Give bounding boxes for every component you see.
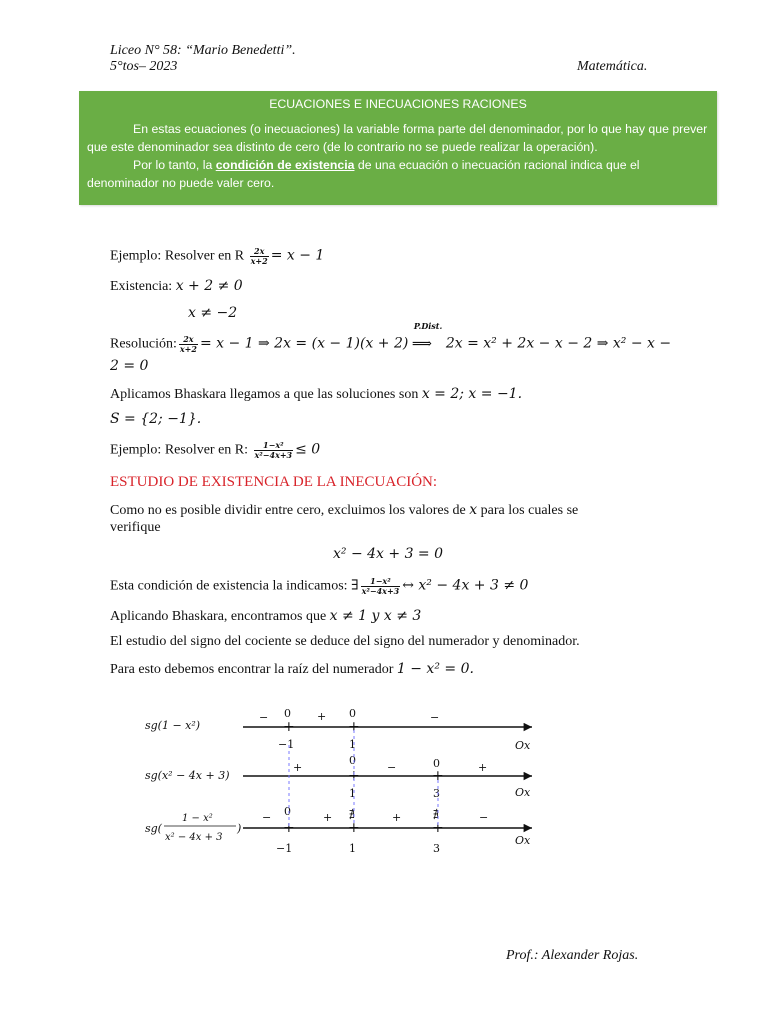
fraction-numerator: 2x xyxy=(179,335,198,345)
existence-condition-2: x ≠ −2 xyxy=(188,305,238,321)
row-3-sign: − xyxy=(262,811,272,824)
ex2-text-1c: para los cuales se xyxy=(480,503,579,518)
ex2-equation-1: x² − 4x + 3 = 0 xyxy=(333,546,444,562)
resolution-step-1: = x − 1 ⇒ 2x = (x − 1)(x + 2) xyxy=(199,335,409,352)
banner-title: ECUACIONES E INECUACIONES RACIONES xyxy=(269,97,527,111)
row-3-tick-label: 3 xyxy=(433,842,440,855)
row-1-axis-label: Ox xyxy=(515,739,531,752)
existence-heading: ESTUDIO DE EXISTENCIA DE LA INECUACIÓN: xyxy=(110,474,438,490)
row-3-label-pre: sg( xyxy=(145,822,162,835)
row-2-zero: 0 xyxy=(433,757,440,770)
row-3-tick-label: 1 xyxy=(349,842,356,855)
row-3-nonexist: ∄ xyxy=(433,808,439,821)
row-1-tick: + xyxy=(283,719,295,735)
row-3-sign: − xyxy=(479,811,489,824)
row-1-tick-label: −1 xyxy=(278,738,295,751)
row-1-tick-label: 1 xyxy=(349,738,356,751)
row-3-tick: + xyxy=(348,820,360,836)
pdist-label: P.Dist. xyxy=(413,321,443,331)
row-1-zero: 0 xyxy=(284,707,291,720)
row-3-axis-label: Ox xyxy=(515,834,531,847)
row-1-label: sg(1 − x²) xyxy=(145,719,201,732)
banner-existence-condition: condición de existencia xyxy=(215,158,355,172)
existence-condition-1: x + 2 ≠ 0 xyxy=(175,278,243,294)
bhaskara-text-2: Aplicando Bhaskara, encontramos que xyxy=(110,609,327,624)
row-1-tick: + xyxy=(348,719,360,735)
banner-paragraph-1-text: En estas ecuaciones (o inecuaciones) la variable forma parte del denominador, por lo que hay que prever que este denominador sea distinto de cero (de lo contrario no se puede realizar la operación). xyxy=(87,122,708,154)
row-2-tick-label: 3 xyxy=(433,787,440,800)
row-3-tick-label: −1 xyxy=(276,842,293,855)
solution-set: S = {2; −1}. xyxy=(110,411,202,427)
row-2-axis-label: Ox xyxy=(515,786,531,799)
row-3-label-den: x² − 4x + 3 xyxy=(165,832,223,843)
row-3-label-post: ) xyxy=(237,822,242,835)
row-1-zero: 0 xyxy=(349,707,356,720)
banner-p2-post: de una ecuación o inecuación racional indica que el denominador no puede valer cero. xyxy=(87,158,640,190)
fraction-numerator: 2x xyxy=(250,247,269,257)
example-2-intro: Ejemplo: Resolver en R: xyxy=(110,442,249,458)
fraction-numerator: 1−x² xyxy=(254,441,294,451)
ex2-text-1a: Como no es posible dividir entre cero, excluimos los valores de xyxy=(110,503,466,518)
example-2-rhs: ≤ 0 xyxy=(295,441,321,458)
school-name: Liceo N° 58: “Mario Benedetti”. xyxy=(110,43,296,58)
fraction-denominator: x²−4x+3 xyxy=(361,586,400,596)
row-3-nonexist: ∄ xyxy=(349,808,355,821)
fraction-numerator: 1−x² xyxy=(361,577,401,587)
ex2-text-2: El estudio del signo del cociente se deduce del signo del numerador y denominador. xyxy=(110,634,580,649)
example-1-intro: Ejemplo: Resolver en R xyxy=(110,248,245,264)
ex2-text-1b: x xyxy=(469,502,478,518)
row-2-tick-label: 1 xyxy=(349,787,356,800)
row-1-sign: − xyxy=(430,711,440,724)
teacher-name: Prof.: Alexander Rojas. xyxy=(506,948,639,963)
resolution-step-3: 2 = 0 xyxy=(110,358,149,374)
ex2-text-3-pre: Para esto debemos encontrar la raíz del numerador xyxy=(110,662,394,677)
row-3-tick: + xyxy=(432,820,444,836)
row-2-sign: − xyxy=(387,761,397,774)
row-2-label: sg(x² − 4x + 3) xyxy=(145,769,230,782)
row-1-sign: − xyxy=(259,711,269,724)
fraction-denominator: x²−4x+3 xyxy=(254,450,293,460)
row-3-label-num: 1 − x² xyxy=(182,813,213,824)
row-2-tick: + xyxy=(348,768,360,784)
row-3-tick: + xyxy=(283,820,295,836)
resolution-label: Resolución: xyxy=(110,336,177,352)
example-1-rhs: = x − 1 xyxy=(270,247,325,264)
ex2-text-1d: verifique xyxy=(110,520,161,535)
row-3-sign: + xyxy=(323,811,333,824)
row-1-sign: + xyxy=(317,710,327,723)
row-2-sign: + xyxy=(293,761,303,774)
existence-notation-text: Esta condición de existencia la indicamos: ∃ xyxy=(110,578,359,594)
fraction-denominator: x+2 xyxy=(179,344,197,354)
row-2-sign: + xyxy=(478,761,488,774)
row-3-sign: + xyxy=(392,811,402,824)
row-3-zero: 0 xyxy=(284,805,291,818)
bhaskara-result-2: x ≠ 1 y x ≠ 3 xyxy=(329,608,422,624)
long-arrow-icon: ⟹ xyxy=(411,336,432,352)
subject-name: Matemática. xyxy=(577,59,648,74)
row-2-tick: + xyxy=(432,768,444,784)
existence-label: Existencia: xyxy=(110,279,173,294)
course-year: 5°tos– 2023 xyxy=(110,59,178,74)
bhaskara-text: Aplicamos Bhaskara llegamos a que las soluciones son xyxy=(110,387,419,402)
fraction-denominator: x+2 xyxy=(250,256,268,266)
ex2-text-3-eq: 1 − x² = 0. xyxy=(396,661,474,677)
row-2-zero: 0 xyxy=(349,754,356,767)
bhaskara-solutions: x = 2; x = −1. xyxy=(421,386,523,402)
resolution-step-2: 2x = x² + 2x − x − 2 ⇒ x² − x − xyxy=(445,335,672,352)
existence-notation-rhs: ↔ x² − 4x + 3 ≠ 0 xyxy=(402,577,529,594)
banner-p2-pre: Por lo tanto, la xyxy=(133,158,213,172)
